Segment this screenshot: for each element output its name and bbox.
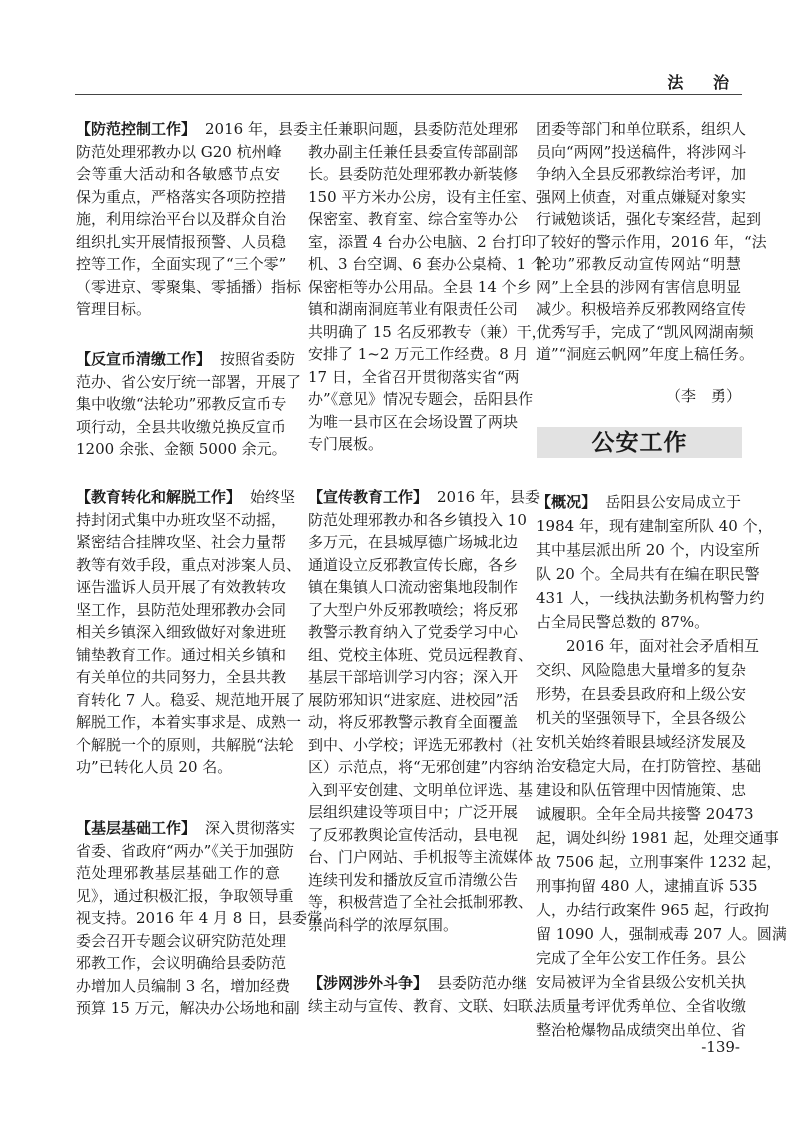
page-number: -139- (701, 1038, 740, 1056)
line-text: 为唯一县市区在会场设置了两块 (308, 412, 519, 431)
line-text: 网”上全县的涉网有害信息明显 (536, 277, 741, 296)
line-text: 长。县委防范处理邪教办新装修 (308, 165, 519, 183)
text-line (536, 778, 747, 802)
text-line (76, 907, 323, 930)
text-line (536, 490, 741, 514)
line-text: 法质量考评优秀单位、全省收缴 (536, 997, 747, 1015)
text-line (536, 946, 747, 970)
line-text: 镇和湖南洞庭苇业有限责任公司 (308, 300, 519, 318)
line-text: 组织扎实开展情报预警、人员稳 (76, 232, 287, 251)
line-text: 治安稳定大局，在打防管控、基础 (536, 757, 762, 775)
text-line (308, 734, 534, 757)
line-text: 2016 年，面对社会矛盾相互 (566, 637, 759, 655)
subsection-heading: 【防范控制工作】 (76, 120, 197, 138)
line-text: 教等有效手段，重点对涉案人员、 (76, 555, 302, 574)
text-line (76, 885, 294, 908)
text-line (308, 846, 534, 869)
text-line (76, 734, 294, 757)
text-line (308, 972, 528, 995)
subsection-heading: 【涉网涉外斗争】 (308, 974, 429, 992)
line-text: 等，积极营造了全社会抵制邪教、 (308, 893, 534, 911)
line-text: 减少。积极培养反邪教网络宣传 (536, 300, 747, 318)
text-line (76, 689, 306, 712)
text-line (76, 817, 296, 840)
line-text: 2016 年，县委 (437, 488, 540, 506)
line-text: 占全局民警总数的 87%。 (536, 613, 710, 631)
line-text: 功”已转化人员 20 名。 (76, 758, 233, 776)
line-text: 按照省委防 (220, 350, 296, 368)
text-line (76, 208, 287, 231)
text-line (308, 779, 534, 802)
text-line (536, 321, 754, 344)
text-line (308, 388, 534, 411)
text-line (76, 509, 287, 532)
text-line (536, 682, 747, 706)
line-text: 保密柜等办公用品。全县 14 个乡 (308, 277, 532, 296)
text-line (308, 321, 547, 344)
line-text: 安局被评为全省县级公安机关执 (536, 973, 747, 991)
text-line (536, 658, 747, 682)
text-line (76, 666, 287, 689)
text-line (76, 576, 287, 599)
line-text: 紧密结合挂牌攻坚、社会力量帮 (76, 533, 287, 551)
line-text: 会等重大活动和各敏感节点安 (76, 165, 280, 183)
text-line (308, 208, 519, 231)
text-line (308, 666, 519, 689)
text-line (536, 922, 787, 946)
line-text: 安机关始终着眼县域经济发展及 (536, 733, 747, 751)
line-text: 员向“两网”投送稿件，将涉网斗 (536, 142, 747, 161)
line-text: 控等工作，全面实现了“三个零” (76, 255, 287, 273)
line-text: 主任兼职问题，县委防范处理邪 (308, 120, 519, 138)
text-line (536, 850, 782, 874)
text-line (308, 576, 519, 599)
text-line (308, 711, 519, 734)
text-line (308, 509, 527, 532)
line-text: 层组织建设等项目中；广泛开展 (308, 803, 519, 821)
line-text: 个解脱一个的原则，共解脱“法轮 (76, 735, 294, 754)
subsection-heading: 【概况】 (536, 493, 597, 511)
text-line (536, 898, 770, 922)
line-text: 邪教工作，会议明确给县委防范 (76, 954, 287, 972)
line-text: 150 平方米办公房，设有主任室、 (308, 187, 537, 206)
text-line (76, 862, 280, 885)
line-text: 项行动，全县共收缴兑换反宣币 (76, 417, 287, 436)
paragraph-block (536, 634, 787, 1042)
text-line (536, 208, 762, 231)
line-text: 故 7506 起，立刑事案件 1232 起， (536, 853, 782, 871)
text-line (76, 118, 308, 141)
line-text: 区）示范点，将“无邪创建”内容纳 (308, 758, 534, 776)
text-line (308, 276, 532, 299)
subsection-heading: 【教育转化和解脱工作】 (76, 488, 242, 506)
paragraph-block (308, 486, 540, 936)
text-line (76, 416, 287, 439)
text-line (308, 298, 519, 321)
text-line (308, 433, 512, 456)
line-text: 动，将反邪教警示教育全面覆盖 (308, 713, 519, 731)
text-line (76, 756, 280, 779)
text-line (76, 840, 294, 863)
text-line (536, 706, 747, 730)
text-line (308, 914, 512, 937)
text-line (536, 163, 747, 186)
text-line (536, 276, 741, 299)
line-text: 县委防范办继 (437, 974, 528, 992)
text-line (308, 231, 537, 254)
line-text: 办增加人员编制 3 名，增加经费 (76, 976, 291, 995)
text-line (308, 366, 520, 389)
line-text: 连续刊发和播放反宣币清缴公告 (308, 870, 519, 889)
text-line (536, 538, 760, 562)
line-text: 争纳入全县反邪教综治考评，加 (536, 165, 747, 183)
running-head-section: 法 治 (667, 73, 741, 92)
text-line (308, 531, 519, 554)
line-text: 崇尚科学的浓厚氛围。 (308, 915, 459, 934)
line-text: 集中收缴“法轮功”邪教反宣币专 (76, 395, 287, 413)
line-text: 预算 15 万元，解决办公场地和副 (76, 999, 300, 1017)
line-text: 行诫勉谈话，强化专案经营，起到 (536, 210, 762, 228)
line-text: 视支持。2016 年 4 月 8 日，县委常 (76, 909, 323, 927)
line-text: 展防邪知识“进家庭、进校园”活 (308, 690, 519, 709)
text-line (308, 118, 519, 141)
text-line (76, 711, 302, 734)
text-line (536, 186, 747, 209)
line-text: 1200 余张、金额 5000 余元。 (76, 440, 287, 458)
paragraph-block (76, 118, 308, 321)
text-line (536, 118, 747, 141)
section-title: 公安工作 (537, 427, 742, 458)
text-line (76, 141, 280, 164)
text-line (536, 562, 760, 586)
line-text: 完成了全年公安工作任务。县公 (536, 949, 747, 967)
line-text: 续主动与宣传、教育、文联、妇联、 (308, 996, 549, 1015)
line-text: 强网上侦查，对重点嫌疑对象实 (536, 187, 747, 206)
paragraph-block (76, 486, 306, 779)
text-line (308, 486, 540, 509)
text-line (308, 599, 519, 622)
line-text: 防范处理邪教办以 G20 杭州峰 (76, 142, 282, 161)
line-text: 相关乡镇深入细致做好对象进班 (76, 623, 287, 641)
text-line (76, 930, 287, 953)
author-signature: （李 勇） (665, 387, 741, 405)
text-line (536, 253, 741, 276)
line-text: 组、党校主体班、党员远程教育、 (308, 645, 534, 664)
line-text: 省委、省政府“两办”《关于加强防 (76, 841, 294, 860)
line-text: 团委等部门和单位联系，组织人 (536, 120, 747, 138)
text-line (308, 621, 519, 644)
line-text: 优秀写手，完成了“凯风网湖南频 (536, 322, 754, 341)
line-text: 共明确了 15 名反邪教专（兼）干， (308, 322, 547, 341)
text-line (76, 438, 287, 461)
text-line (76, 298, 280, 321)
text-line (536, 826, 779, 850)
text-line (76, 644, 287, 667)
line-text: 形势，在县委县政府和上级公安 (536, 685, 747, 703)
line-text: （零进京、零聚集、零插播）指标 (76, 277, 302, 296)
line-text: 范处理邪教基层基础工作的意 (76, 864, 280, 882)
text-line (308, 995, 549, 1018)
text-line (308, 141, 519, 164)
line-text: 留 1090 人，强制戒毒 207 人。圆满 (536, 925, 787, 943)
text-line (308, 343, 529, 366)
line-text: 轮功”邪教反动宣传网站“明慧 (536, 255, 741, 273)
line-text: 机关的坚强领导下，全县各级公 (536, 709, 747, 727)
text-line (76, 621, 287, 644)
line-text: 教警示教育纳入了党委学习中心 (308, 623, 519, 641)
line-text: 1984 年，现有建制室所队 40 个， (536, 517, 773, 535)
line-text: 道”“洞庭云帆网”年度上稿任务。 (536, 345, 755, 363)
line-text: 整治枪爆物品成绩突出单位、省 (536, 1021, 747, 1039)
text-line (536, 298, 747, 321)
line-text: 教办副主任兼任县委宣传部副部 (308, 142, 519, 161)
text-line (76, 186, 287, 209)
line-text: 机、3 台空调、6 套办公桌椅、1 个 (308, 255, 546, 273)
line-text: 入到平安创建、文明单位评选、基 (308, 780, 534, 799)
line-text: 解脱工作，本着实事求是、成熟一 (76, 713, 302, 731)
text-line (308, 163, 519, 186)
text-line (308, 253, 546, 276)
line-text: 保为重点，严格落实各项防控措 (76, 187, 287, 206)
text-line (308, 644, 534, 667)
text-line (536, 586, 765, 610)
line-text: 始终坚 (250, 488, 296, 506)
text-line (536, 141, 747, 164)
subsection-heading: 【反宣币清缴工作】 (76, 350, 212, 368)
line-text: 施，利用综治平台以及群众自治 (76, 210, 287, 228)
text-line (76, 163, 280, 186)
paragraph-block (308, 118, 547, 456)
line-text: 诬告滥诉人员开展了有效教转攻 (76, 578, 287, 596)
line-text: 保密室、教育室、综合室等办公 (308, 210, 519, 228)
line-text: 镇在集镇人口流动密集地段制作 (308, 578, 519, 596)
line-text: 防范处理邪教办和各乡镇投入 10 (308, 510, 527, 529)
line-text: 了反邪教舆论宣传活动，县电视 (308, 825, 519, 844)
text-line (308, 801, 519, 824)
text-line (76, 276, 302, 299)
text-line (536, 343, 755, 366)
text-line (536, 970, 747, 994)
text-line (308, 891, 534, 914)
line-text: 诚履职。全年全局共接警 20473 (536, 805, 754, 823)
subsection-heading: 【宣传教育工作】 (308, 488, 429, 506)
line-text: 17 日，全省召开贯彻落实省“两 (308, 367, 520, 386)
text-line (308, 689, 519, 712)
line-text: 起，调处纠纷 1981 起，处理交通事 (536, 829, 779, 847)
line-text: 建设和队伍管理中因情施策、忠 (536, 781, 747, 799)
line-text: 台、门户网站、手机报等主流媒体 (308, 848, 534, 866)
text-line (76, 554, 302, 577)
text-line (308, 411, 519, 434)
text-line (308, 756, 534, 779)
line-text: 岳阳县公安局成立于 (605, 493, 741, 511)
text-line (76, 599, 287, 622)
line-text: 有关单位的共同努力，全县共教 (76, 668, 287, 686)
line-text: 管理目标。 (76, 300, 152, 318)
text-line (76, 393, 287, 416)
line-text: 范办、省公安厅统一部署，开展了 (76, 372, 302, 391)
line-text: 通道设立反邪教宣传长廊，各乡 (308, 555, 519, 574)
text-line (76, 531, 287, 554)
text-line (536, 874, 758, 898)
subsection-heading: 【基层基础工作】 (76, 819, 197, 837)
line-text: 办”《意见》情况专题会，岳阳县作 (308, 390, 534, 408)
line-text: 多万元，在县城厚德广场城北边 (308, 533, 519, 551)
line-text: 2016 年，县委 (205, 120, 308, 138)
text-line (76, 253, 287, 276)
line-text: 到中、小学校；评选无邪教村（社 (308, 735, 534, 754)
line-text: 队 20 个。全局共有在编在职民警 (536, 565, 760, 583)
text-line (308, 824, 519, 847)
line-text: 持封闭式集中办班攻坚不动摇， (76, 510, 287, 529)
paragraph-block (536, 118, 767, 366)
text-line (536, 634, 759, 658)
text-line (76, 231, 287, 254)
text-line (76, 952, 287, 975)
text-line (536, 514, 773, 538)
line-text: 委会召开专题会议研究防范处理 (76, 931, 287, 950)
line-text: 其中基层派出所 20 个，内设室所 (536, 541, 760, 559)
text-line (308, 186, 537, 209)
text-line (536, 754, 762, 778)
line-text: 基层干部培训学习内容；深入开 (308, 668, 519, 686)
line-text: 安排了 1~2 万元工作经费。8 月 (308, 345, 529, 363)
line-text: 人，办结行政案件 965 起，行政拘 (536, 901, 770, 919)
line-text: 了大型户外反邪教喷绘；将反邪 (308, 600, 519, 619)
line-text: 了较好的警示作用，2016 年，“法 (536, 232, 767, 251)
paragraph-block (308, 972, 549, 1017)
text-line (76, 371, 302, 394)
paragraph-block (76, 348, 302, 461)
text-line (76, 486, 296, 509)
line-text: 铺垫教育工作。通过相关乡镇和 (76, 645, 287, 664)
line-text: 交织、风险隐患大量增多的复杂 (536, 661, 747, 679)
line-text: 刑事拘留 480 人，逮捕直诉 535 (536, 877, 758, 895)
text-line (308, 554, 519, 577)
line-text: 见》，通过积极汇报，争取领导重 (76, 886, 294, 905)
text-line (536, 231, 767, 254)
line-text: 室，添置 4 台办公电脑、2 台打印 (308, 232, 537, 251)
line-text: 坚工作，县防范处理邪教办会同 (76, 600, 287, 619)
text-line (76, 348, 296, 371)
text-line (536, 730, 747, 754)
paragraph-block (76, 817, 323, 1020)
header-rule (75, 94, 742, 95)
text-line (536, 994, 747, 1018)
line-text: 育转化 7 人。稳妥、规范地开展了 (76, 690, 306, 709)
paragraph-block (536, 490, 773, 634)
text-line (76, 975, 291, 998)
text-line (76, 997, 300, 1020)
line-text: 深入贯彻落实 (205, 819, 296, 837)
line-text: 专门展板。 (308, 435, 384, 453)
text-line (536, 610, 741, 634)
line-text: 431 人，一线执法勤务机构警力约 (536, 589, 765, 607)
text-line (536, 802, 754, 826)
text-line (308, 869, 519, 892)
